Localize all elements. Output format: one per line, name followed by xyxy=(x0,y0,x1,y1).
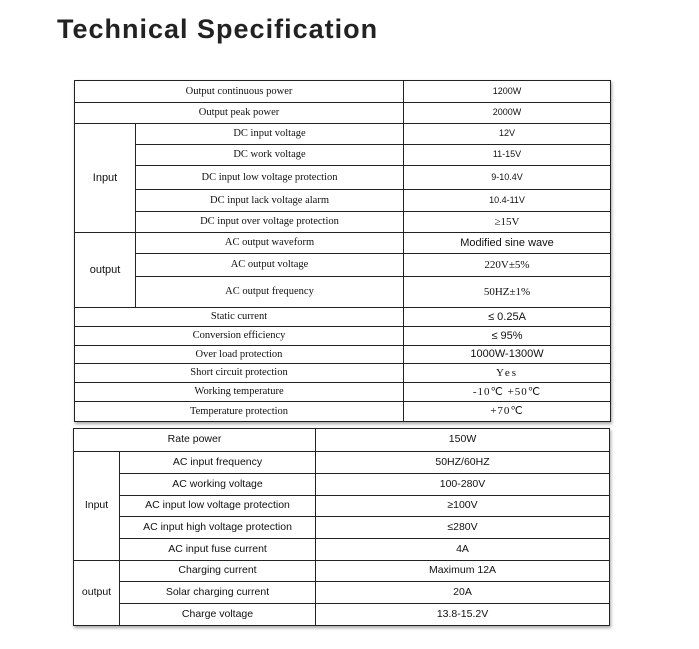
spec-label: DC input low voltage protection xyxy=(136,166,404,190)
table-row xyxy=(75,145,611,166)
table-row xyxy=(74,582,610,604)
spec-label: Static current xyxy=(75,308,404,327)
table-row xyxy=(75,233,611,254)
spec-value: 12V xyxy=(404,124,611,145)
table-row xyxy=(75,81,611,103)
spec-label: DC input over voltage protection xyxy=(136,212,404,233)
spec-label: Output continuous power xyxy=(75,81,404,103)
group-label-output: output xyxy=(75,233,136,308)
spec-label: AC output frequency xyxy=(136,277,404,308)
table-row xyxy=(74,452,610,474)
table-row xyxy=(74,517,610,539)
page-title: Technical Specification xyxy=(57,14,379,44)
table-row xyxy=(74,496,610,517)
spec-label: Working temperature xyxy=(75,383,404,402)
table-row xyxy=(75,254,611,277)
table-row xyxy=(75,103,611,124)
table-row xyxy=(75,402,611,422)
spec-label: Charge voltage xyxy=(120,604,316,626)
group-label-input: Input xyxy=(74,452,120,561)
group-label-input: Input xyxy=(75,124,136,233)
spec-label: Conversion efficiency xyxy=(75,327,404,346)
spec-value: Maximum 12A xyxy=(316,561,610,582)
spec-value: 20A xyxy=(316,582,610,604)
table-row xyxy=(74,561,610,582)
spec-value: 1000W-1300W xyxy=(404,346,611,364)
spec-value: -10℃ +50℃ xyxy=(404,383,611,402)
spec-value: 220V±5% xyxy=(404,254,611,277)
table-row xyxy=(74,474,610,496)
spec-label: Temperature protection xyxy=(75,402,404,422)
spec-value: ≤ 95% xyxy=(404,327,611,346)
spec-label: AC working voltage xyxy=(120,474,316,496)
spec-value: 1200W xyxy=(404,81,611,103)
table-row xyxy=(75,364,611,383)
spec-value: 13.8-15.2V xyxy=(316,604,610,626)
spec-value: Modified sine wave xyxy=(404,233,611,254)
charger-spec-table xyxy=(73,428,610,626)
table-row xyxy=(74,604,610,626)
spec-value: 10.4-11V xyxy=(404,190,611,212)
spec-value: 9-10.4V xyxy=(404,166,611,190)
spec-label: AC input frequency xyxy=(120,452,316,474)
table-row xyxy=(75,212,611,233)
group-label-output: output xyxy=(74,561,120,626)
spec-value: ≤ 0.25A xyxy=(404,308,611,327)
spec-label: AC input fuse current xyxy=(120,539,316,561)
table-row xyxy=(74,429,610,452)
table-row xyxy=(75,383,611,402)
spec-value: 2000W xyxy=(404,103,611,124)
spec-value: 100-280V xyxy=(316,474,610,496)
table-row xyxy=(75,166,611,190)
spec-label: DC input lack voltage alarm xyxy=(136,190,404,212)
spec-value: 11-15V xyxy=(404,145,611,166)
spec-label: AC input high voltage protection xyxy=(120,517,316,539)
spec-label: Charging current xyxy=(120,561,316,582)
spec-label: AC input low voltage protection xyxy=(120,496,316,517)
spec-value: Yes xyxy=(404,364,611,383)
inverter-spec-table xyxy=(74,80,611,422)
table-row xyxy=(75,277,611,308)
spec-label: Rate power xyxy=(74,429,316,452)
spec-label: Output peak power xyxy=(75,103,404,124)
spec-label: Short circuit protection xyxy=(75,364,404,383)
table-row xyxy=(75,346,611,364)
table-row xyxy=(75,190,611,212)
spec-label: AC output waveform xyxy=(136,233,404,254)
spec-label: DC input voltage xyxy=(136,124,404,145)
spec-label: AC output voltage xyxy=(136,254,404,277)
table-row xyxy=(75,327,611,346)
spec-value: 4A xyxy=(316,539,610,561)
spec-value: ≤280V xyxy=(316,517,610,539)
table-row xyxy=(75,308,611,327)
table-row xyxy=(75,124,611,145)
spec-label: Solar charging current xyxy=(120,582,316,604)
table-row xyxy=(74,539,610,561)
spec-value: +70℃ xyxy=(404,402,611,422)
spec-label: Over load protection xyxy=(75,346,404,364)
spec-value: 150W xyxy=(316,429,610,452)
spec-label: DC work voltage xyxy=(136,145,404,166)
spec-value: ≥100V xyxy=(316,496,610,517)
spec-value: 50HZ/60HZ xyxy=(316,452,610,474)
spec-value: 50HZ±1% xyxy=(404,277,611,308)
spec-value: ≥15V xyxy=(404,212,611,233)
